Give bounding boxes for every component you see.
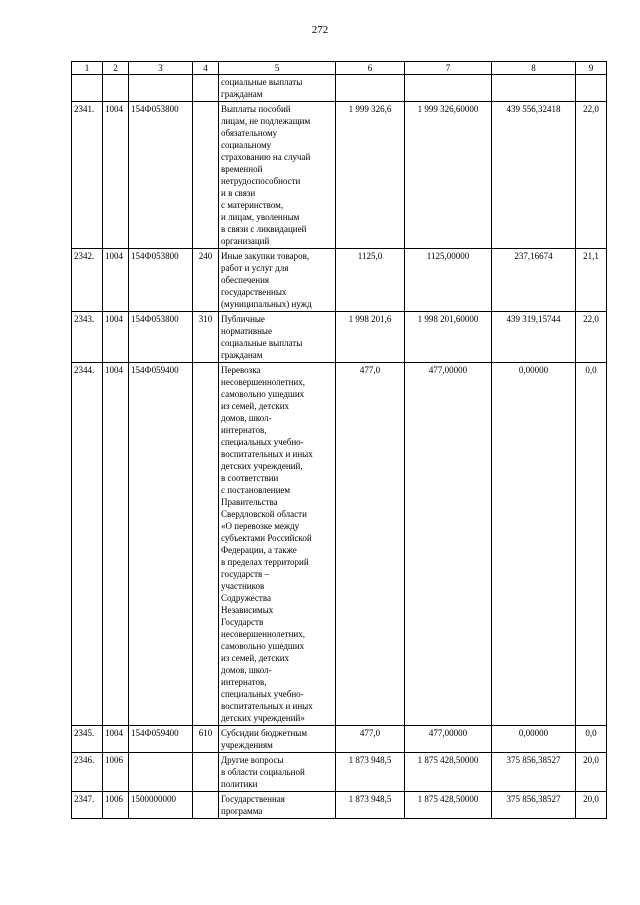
cell-c3: 154Ф053800 [129, 249, 193, 312]
cell-c7 [405, 75, 492, 102]
description-line: воспитательных и иных [221, 449, 313, 459]
description-line: из семей, детских [221, 401, 290, 411]
cell-c8: 0,00000 [492, 726, 576, 753]
description-line: в пределах территорий [221, 557, 309, 567]
table-body [72, 75, 607, 819]
cell-c4: 610 [193, 726, 219, 753]
cell-c8: 439 319,15744 [492, 312, 576, 363]
cell-c3: 154Ф053800 [129, 312, 193, 363]
description-line: Публичные [221, 314, 265, 324]
description-line: учреждениям [221, 740, 273, 750]
table-row [72, 312, 607, 363]
cell-c1: 2347. [72, 792, 103, 819]
table-row [72, 102, 607, 249]
column-header: 9 [576, 62, 607, 75]
cell-c7: 1 998 201,60000 [405, 312, 492, 363]
description-line: программа [221, 806, 263, 816]
description-line: с постановлением [221, 485, 291, 495]
cell-c6: 1 873 948,5 [336, 792, 405, 819]
description-line: государств – [221, 569, 270, 579]
cell-c7: 1125,00000 [405, 249, 492, 312]
description-line: Выплаты пособий [221, 104, 291, 114]
column-header: 7 [405, 62, 492, 75]
description-line: политики [221, 779, 258, 789]
description-line: в соответствии [221, 473, 279, 483]
cell-c4 [193, 792, 219, 819]
description-line: страхованию на случай [221, 152, 311, 162]
cell-c6: 1 999 326,6 [336, 102, 405, 249]
cell-c6 [336, 75, 405, 102]
table-row [72, 363, 607, 726]
cell-c2: 1004 [103, 102, 129, 249]
cell-c7: 477,00000 [405, 726, 492, 753]
cell-description [219, 102, 336, 249]
description-line: детских учреждений, [221, 461, 303, 471]
cell-c8: 439 556,32418 [492, 102, 576, 249]
cell-c3 [129, 75, 193, 102]
cell-c4 [193, 75, 219, 102]
description-line: организаций [221, 236, 270, 246]
cell-c6: 1125,0 [336, 249, 405, 312]
description-line: социальные выплаты [221, 77, 303, 87]
description-line: Субсидии бюджетным [221, 728, 308, 738]
cell-c8 [492, 75, 576, 102]
cell-description [219, 75, 336, 102]
description-line: субъектами Российской [221, 533, 312, 543]
description-line: домов, школ- [221, 665, 272, 675]
description-line: Государственная [221, 794, 285, 804]
description-line: и в связи [221, 188, 256, 198]
description-line: лицам, не подлежащим [221, 116, 311, 126]
description-line: нетрудоспособности [221, 176, 301, 186]
description-line: гражданам [221, 89, 263, 99]
column-header: 4 [193, 62, 219, 75]
description-line: в связи с ликвидацией [221, 224, 307, 234]
description-line: Государств [221, 617, 264, 627]
cell-c9: 0,0 [576, 726, 607, 753]
description-line: Правительства [221, 497, 278, 507]
cell-c2: 1006 [103, 792, 129, 819]
cell-description [219, 753, 336, 792]
cell-c1: 2345. [72, 726, 103, 753]
cell-c2: 1004 [103, 363, 129, 726]
cell-description [219, 363, 336, 726]
budget-table [71, 61, 607, 819]
cell-c8: 0,00000 [492, 363, 576, 726]
header-row [72, 62, 607, 75]
cell-c9: 21,1 [576, 249, 607, 312]
cell-c2: 1004 [103, 726, 129, 753]
cell-description [219, 726, 336, 753]
description-line: социальному [221, 140, 272, 150]
description-line: воспитательных и иных [221, 701, 313, 711]
column-header: 3 [129, 62, 193, 75]
description-line: Иные закупки товаров, [221, 251, 310, 261]
cell-c1: 2343. [72, 312, 103, 363]
cell-c8: 375 856,38527 [492, 792, 576, 819]
cell-c9: 22,0 [576, 312, 607, 363]
cell-c2 [103, 75, 129, 102]
description-line: самовольно ушедших [221, 641, 305, 651]
cell-c7: 1 875 428,50000 [405, 753, 492, 792]
description-line: нормативные [221, 326, 272, 336]
cell-c8: 375 856,38527 [492, 753, 576, 792]
description-line: «О перевозке между [221, 521, 300, 531]
column-header: 8 [492, 62, 576, 75]
cell-c6: 1 873 948,5 [336, 753, 405, 792]
cell-c4 [193, 102, 219, 249]
cell-c6: 1 998 201,6 [336, 312, 405, 363]
cell-c2: 1004 [103, 312, 129, 363]
table-row [72, 726, 607, 753]
page-number: 272 [311, 24, 329, 36]
cell-c7: 477,00000 [405, 363, 492, 726]
table-row [72, 249, 607, 312]
description-line: Свердловской области [221, 509, 307, 519]
description-line: работ и услуг для [221, 263, 289, 273]
description-line: социальные выплаты [221, 338, 303, 348]
description-line: в области социальной [221, 767, 305, 777]
cell-c4: 240 [193, 249, 219, 312]
cell-c7: 1 875 428,50000 [405, 792, 492, 819]
description-line: (муниципальных) нужд [221, 299, 312, 309]
description-line: самовольно ушедших [221, 389, 305, 399]
cell-c4 [193, 753, 219, 792]
cell-c6: 477,0 [336, 363, 405, 726]
description-line: несовершеннолетних, [221, 377, 305, 387]
description-line: гражданам [221, 350, 263, 360]
description-line: Другие вопросы [221, 755, 284, 765]
description-line: с материнством, [221, 200, 284, 210]
description-line: несовершеннолетних, [221, 629, 305, 639]
description-line: интернатов, [221, 677, 267, 687]
cell-c2: 1004 [103, 249, 129, 312]
description-line: государственных [221, 287, 287, 297]
description-line: обеспечения [221, 275, 270, 285]
description-line: Перевозка [221, 365, 261, 375]
cell-c1: 2341. [72, 102, 103, 249]
description-line: обязательному [221, 128, 278, 138]
cell-c3: 154Ф059400 [129, 726, 193, 753]
description-line: детских учреждений» [221, 713, 305, 723]
description-line: специальных учебно- [221, 437, 304, 447]
cell-c4: 310 [193, 312, 219, 363]
description-line: из семей, детских [221, 653, 290, 663]
cell-c9: 0,0 [576, 363, 607, 726]
cell-c3: 154Ф059400 [129, 363, 193, 726]
description-line: Федерации, а также [221, 545, 297, 555]
column-header: 2 [103, 62, 129, 75]
cell-description [219, 249, 336, 312]
cell-c9: 20,0 [576, 792, 607, 819]
table-row [72, 753, 607, 792]
cell-c1 [72, 75, 103, 102]
column-header: 5 [219, 62, 336, 75]
cell-c3: 154Ф053800 [129, 102, 193, 249]
cell-c9: 20,0 [576, 753, 607, 792]
column-header: 1 [72, 62, 103, 75]
description-line: временной [221, 164, 263, 174]
cell-c3 [129, 753, 193, 792]
cell-description [219, 312, 336, 363]
cell-c9 [576, 75, 607, 102]
description-line: участников [221, 581, 265, 591]
cell-c4 [193, 363, 219, 726]
table-row [72, 75, 607, 102]
column-header: 6 [336, 62, 405, 75]
cell-c3: 1500000000 [129, 792, 193, 819]
cell-c2: 1006 [103, 753, 129, 792]
description-line: Содружества [221, 593, 271, 603]
description-line: интернатов, [221, 425, 267, 435]
description-line: специальных учебно- [221, 689, 304, 699]
cell-c8: 237,16674 [492, 249, 576, 312]
cell-c6: 477,0 [336, 726, 405, 753]
cell-c7: 1 999 326,60000 [405, 102, 492, 249]
cell-c1: 2346. [72, 753, 103, 792]
description-line: Независимых [221, 605, 274, 615]
cell-c9: 22,0 [576, 102, 607, 249]
table-row [72, 792, 607, 819]
cell-c1: 2342. [72, 249, 103, 312]
cell-c1: 2344. [72, 363, 103, 726]
description-line: и лицам, уволенным [221, 212, 300, 222]
cell-description [219, 792, 336, 819]
description-line: домов, школ- [221, 413, 272, 423]
